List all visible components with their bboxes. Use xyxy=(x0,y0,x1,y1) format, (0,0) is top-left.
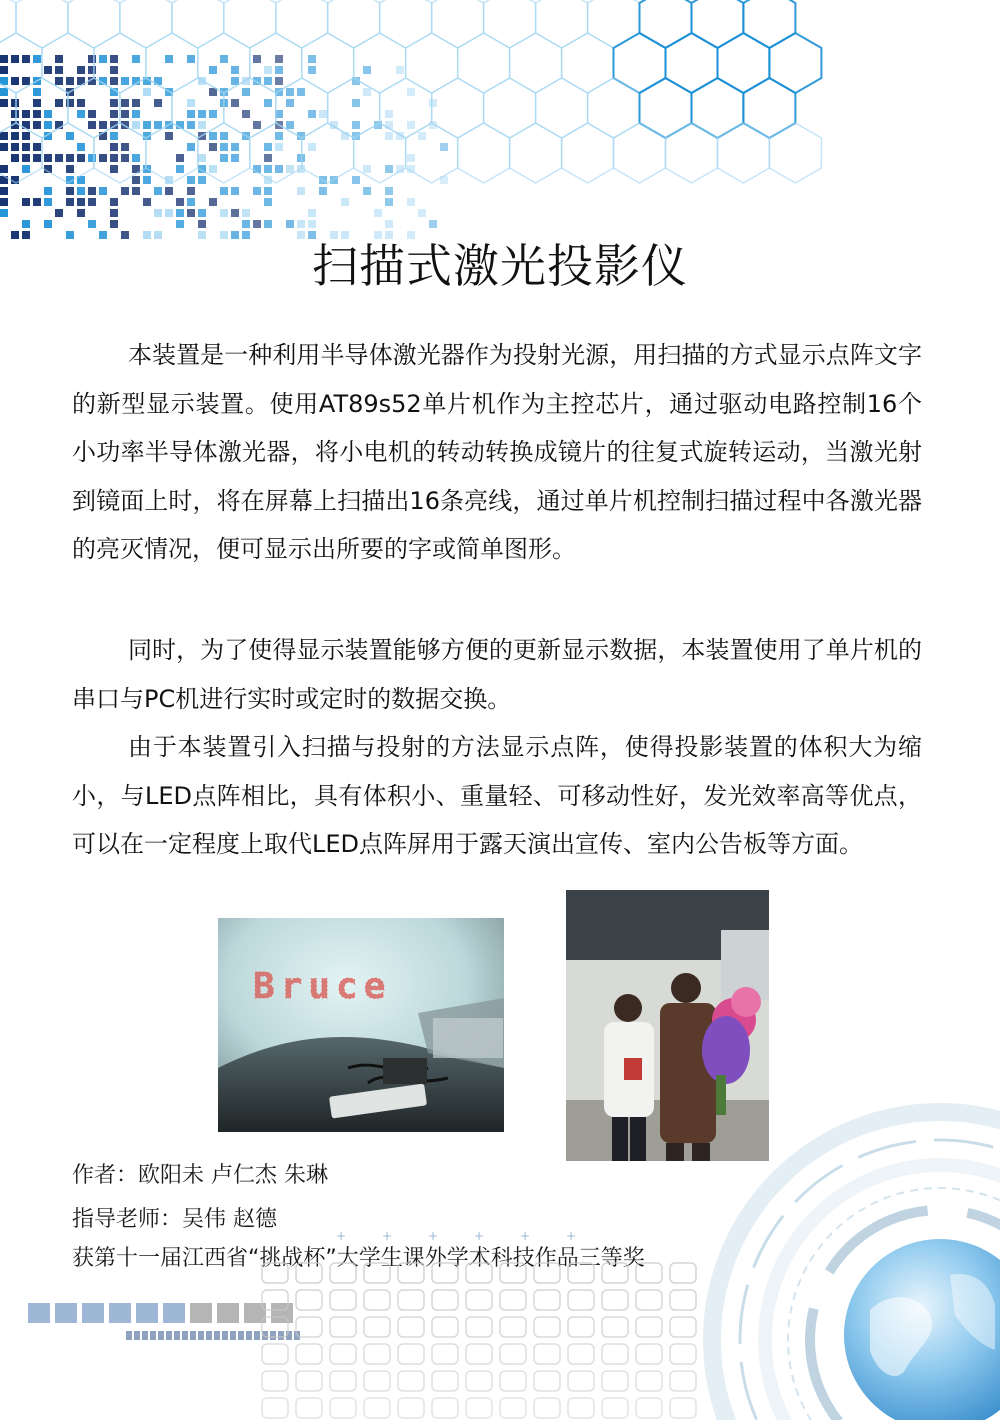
hexagon-pattern-decoration xyxy=(0,0,1000,220)
bottom-blocks-decoration xyxy=(0,1229,720,1420)
award-ceremony-photo xyxy=(566,890,769,1161)
award-credit: 获第十一届江西省“挑战杯”大学生课外学术科技作品三等奖 xyxy=(72,1246,645,1271)
author-credit: 作者：欧阳未 卢仁杰 朱琳 xyxy=(72,1163,328,1188)
laser-projection-photo xyxy=(218,918,504,1132)
advisor-credit: 指导老师：吴伟 赵德 xyxy=(72,1207,277,1232)
projection-scene-illustration xyxy=(218,918,504,1132)
svg-text:+: + xyxy=(336,1229,347,1243)
svg-text:+: + xyxy=(428,1229,439,1243)
description-paragraph-1: 本装置是一种利用半导体激光器作为投射光源，用扫描的方式显示点阵文字的新型显示装置。使用AT89s52单片机作为主控芯片，通过驱动电路控制16个小功率半导体激光器，将小电机的转动转换成镜片的往复式旋转运动，当激光射到镜面上时，将在屏幕上扫描出16条亮线，通过单片机控制扫描过程中各激光器的亮灭情况，便可显示出所要的字或简单图形。 xyxy=(72,341,922,563)
description-paragraph-2: 同时，为了使得显示装置能够方便的更新显示数据，本装置使用了单片机的串口与PC机进行实时或定时的数据交换。 xyxy=(72,636,922,713)
svg-text:+: + xyxy=(566,1229,577,1243)
description-paragraph-3: 由于本装置引入扫描与投射的方法显示点阵，使得投影装置的体积大为缩小，与LED点阵相比，具有体积小、重量轻、可移动性好，发光效率高等优点，可以在一定程度上取代LED点阵屏用于露天演出宣传、室内公告板等方面。 xyxy=(72,733,922,858)
svg-text:+: + xyxy=(382,1229,393,1243)
award-scene-illustration xyxy=(566,890,769,1161)
svg-text:+: + xyxy=(474,1229,485,1243)
svg-text:+: + xyxy=(520,1229,531,1243)
page-title: 扫描式激光投影仪 xyxy=(312,239,688,293)
pixel-mosaic-decoration xyxy=(0,0,460,220)
projected-laser-text: Bruce xyxy=(253,966,392,1007)
